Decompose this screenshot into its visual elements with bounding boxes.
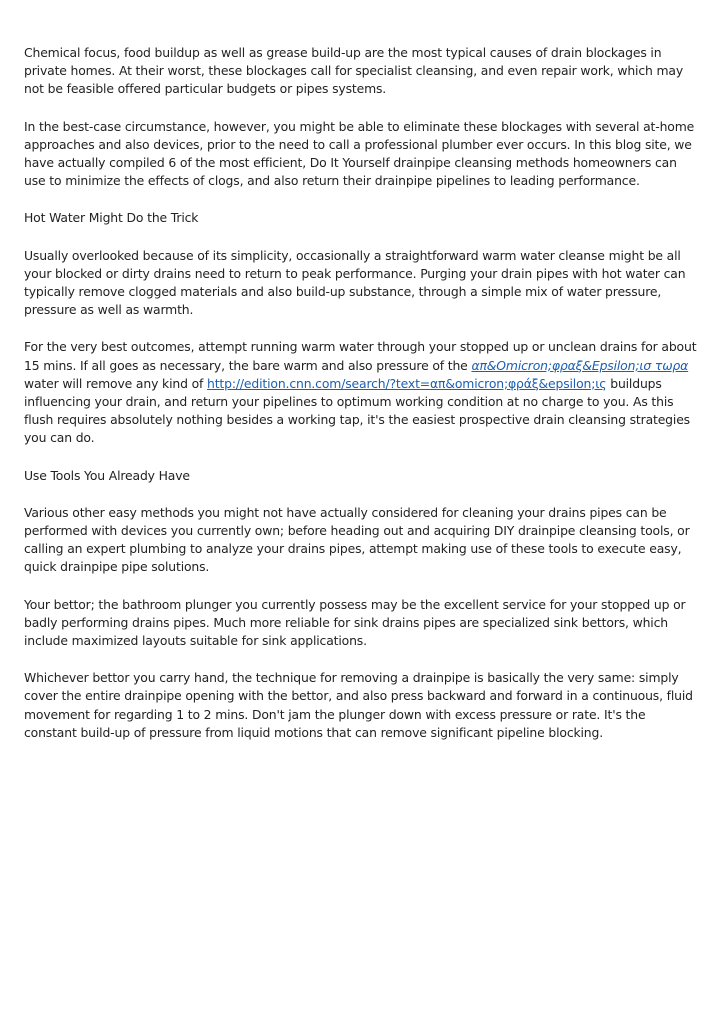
- paragraph-technique: Whichever bettor you carry hand, the technique for removing a drainpipe is basically the very same: simply cover the entire drainpipe opening with the bettor, and also press backward and forward in a continuous, fluid movement for regarding 1 to 2 mins. Don't jam the plunger down with excess pressure or rate. It's the constant build-up of pressure from liquid motions that can remove significant pipeline blocking.: [24, 670, 693, 740]
- paragraph-text-segment: buildups influencing your drain, and return your pipelines to optimum working condition at no charge to you. As this flush requires absolutely nothing besides a working tap, it's the easiest prospective drain cleansing strategies you can do.: [24, 375, 690, 446]
- paragraph-intro: Chemical focus, food buildup as well as grease build-up are the most typical causes of drain blockages in private homes. At their worst, these blockages call for specialist cleansing, and even repair work, which may not be feasible offered particular budgets or pipes systems.: [24, 45, 684, 97]
- section-heading-hot-water: Hot Water Might Do the Trick: [24, 210, 199, 226]
- cnn-search-link[interactable]: http://edition.cnn.com/search/?text=απ&omicron;φράξ&epsilon;ις: [207, 375, 607, 391]
- paragraph-text-segment: For the very best outcomes, attempt running warm water through your stopped up or unclean drains for about 15 mins. If all goes as necessary, the bare warm and also pressure of the: [24, 339, 697, 373]
- paragraph-hot-water: Usually overlooked because of its simplicity, occasionally a straightforward warm water cleanse might be all your blocked or dirty drains need to return to peak performance. Purging your drain pipes with hot water can typically remove clogged materials and also build-up substance, through a simple mix of water pressure, pressure as well as warmth.: [24, 247, 686, 318]
- paragraph-best-outcomes: [24, 338, 700, 447]
- article-body: [24, 44, 700, 761]
- paragraph-plunger: Your bettor; the bathroom plunger you currently possess may be the excellent service for your stopped up or badly performing drains pipes. Much more reliable for sink drains pipes are specialized sink bettors, which include maximized layouts suitable for sink applications.: [24, 596, 686, 649]
- section-heading-tools: Use Tools You Already Have: [24, 467, 190, 483]
- paragraph-tools: Various other easy methods you might not have actually considered for cleaning your drains pipes can be performed with devices you currently own; before heading out and acquiring DIY drainpipe cleansing tools, or calling an expert plumbing to analyze your drains pipes, attempt making use of these tools to execute easy, quick drainpipe pipe solutions.: [24, 504, 690, 575]
- keyword-link[interactable]: απ&Omicron;φραξ&Epsilon;ισ τωρα: [471, 357, 689, 373]
- paragraph-best-case: In the best-case circumstance, however, you might be able to eliminate these blockages with several at-home approaches and also devices, prior to the need to call a professional plumber ever occurs. In this blog site, we have actually compiled 6 of the most efficient, Do It Yourself drainpipe cleansing methods homeowners can use to minimize the effects of clogs, and also return their drainpipe pipelines to leading performance.: [24, 118, 695, 189]
- paragraph-text-segment: water will remove any kind of: [24, 375, 208, 391]
